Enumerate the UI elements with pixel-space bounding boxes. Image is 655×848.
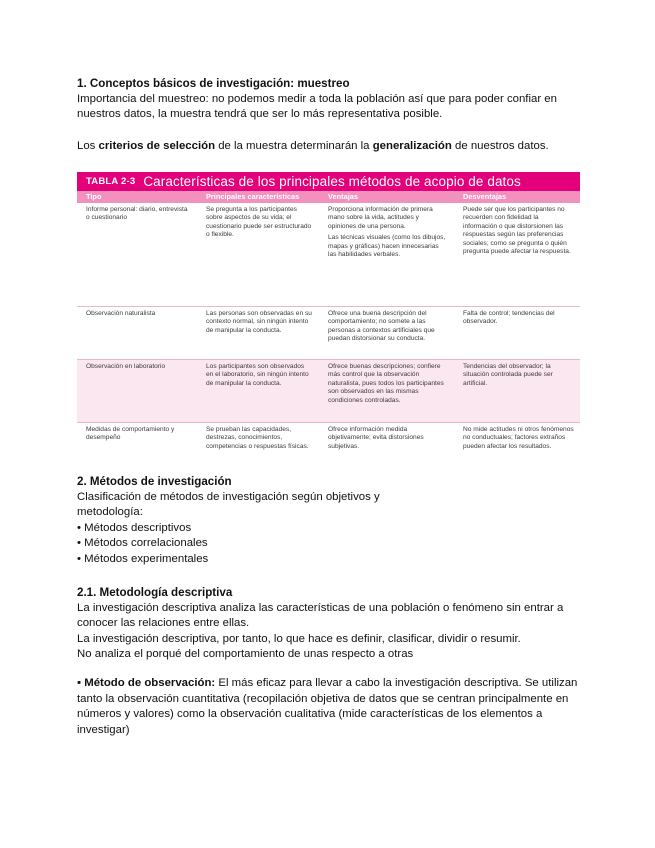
column-header: Desventajas [463,192,507,201]
descriptiva-paragraph: No analiza el porqué del comportamiento de unas respecto a otras [77,648,414,660]
descriptiva-paragraph: La investigación descriptiva analiza las características de una población o fenómeno sin entrar a conocer las relaciones entre ellas. [77,601,564,629]
table-cell-tipo: Observación en laboratorio [86,363,166,370]
data-collection-table [77,172,580,455]
list-item: • Métodos descriptivos [77,521,192,534]
table-cell-ventajas: Ofrece una buena descripción del comportamiento; no somete a las personas a contextos artificiales que puedan distorsionar su conducta. [328,310,435,343]
criteria-bold-generalizacion: generalización [372,139,452,152]
observacion-paragraph: ▪ Método de observación: El más eficaz para llevar a cabo la investigación descriptiva. Se utilizan tanto la observación cuantitativa (recopilación objetiva de datos que se centran principalmente en números y valores) como la observación cualitativa (mide características de los elementos a investigar) [77,677,578,736]
table-header-bar [77,172,580,191]
metodos-intro-line: metodología: [77,506,143,518]
table-cell-ventajas: Ofrece información medida objetivamente; evita distorsiones subjetivas. [328,426,424,450]
table-cell-desventajas: No mide actitudes ni otros fenómenos no conductuales; factores extraños pueden afectar los resultados. [463,426,574,450]
section-metodo-observacion [77,676,582,738]
table-cell-caracteristicas: Los participantes son observados en el laboratorio, sin ningún intento de manipular la conducta. [206,363,309,387]
table-number: TABLA 2-3 [86,176,136,187]
table-row [77,307,580,360]
table-cell-tipo: Observación naturalista [86,310,156,317]
table-row [77,203,580,307]
descriptiva-paragraph: La investigación descriptiva, por tanto, lo que hace es definir, clasificar, dividir o resumir. [77,632,521,645]
table-cell-tipo: Medidas de comportamiento y desempeño [86,426,175,442]
section-muestreo [77,76,582,154]
table-cell-caracteristicas: Se prueban las capacidades, destrezas, conocimientos, competencias o respuestas físicas. [206,426,309,450]
column-header: Tipo [86,192,102,201]
table-cell-desventajas: Falta de control; tendencias del observador. [463,310,555,326]
muestreo-paragraph: Importancia del muestreo: no podemos medir a toda la población así que para poder confiar en nuestros datos, la muestra tendrá que ser lo más representativa posible. [77,92,557,120]
table-row [77,360,580,423]
table-cell-desventajas: Tendencias del observador; la situación controlada puede ser artificial. [463,363,553,387]
section-metodologia-descriptiva [77,585,582,663]
section-metodos [77,474,582,567]
column-header: Ventajas [328,192,358,201]
table-cell-desventajas: Puede ser que los participantes no recuerden con fidelidad la información o que distorsionen las respuestas según las preferencias sociales; como se pregunta o quién pregunta puede afectar la respuesta. [463,206,571,256]
observacion-label: ▪ Método de observación: [77,677,216,689]
table-cell-caracteristicas: Se pregunta a los participantes sobre aspectos de su vida; el cuestionario puede ser estructurado o flexible. [206,206,312,239]
list-item: • Métodos correlacionales [77,537,208,549]
table-title: Características de los principales métodos de acopio de datos [143,174,521,189]
section-heading-metodos: 2. Métodos de investigación [77,475,232,488]
table-cell-caracteristicas: Las personas son observadas en su contexto normal, sin ningún intento de manipular la conducta. [206,310,312,334]
criteria-bold-seleccion: criterios de selección [98,139,216,152]
table-cell-tipo: Informe personal: diario, entrevista o cuestionario [86,206,188,222]
section-heading-muestreo: 1. Conceptos básicos de investigación: muestreo [77,77,350,90]
list-item: • Métodos experimentales [77,552,209,565]
table-row [77,423,580,455]
column-header: Principales características [206,192,300,201]
table-column-headers [77,191,580,203]
table-cell-ventajas: Proporciona información de primera mano sobre la vida, actitudes y opiniones de una persona. Las técnicas visuales (como los dibujos, mapas y gráficas) hacen innecesarias las habilidades verbales. [328,206,446,259]
metodos-intro-line: Clasificación de métodos de investigación según objetivos y [77,490,380,503]
section-heading-descriptiva: 2.1. Metodología descriptiva [77,586,233,599]
criteria-sentence: Los criterios de selección de la muestra determinarán la generalización de nuestros datos. [77,139,549,152]
table-cell-ventajas: Ofrece buenas descripciones; confiere más control que la observación naturalista, pues todos los participantes son observados en las mismas condiciones controladas. [328,363,444,404]
